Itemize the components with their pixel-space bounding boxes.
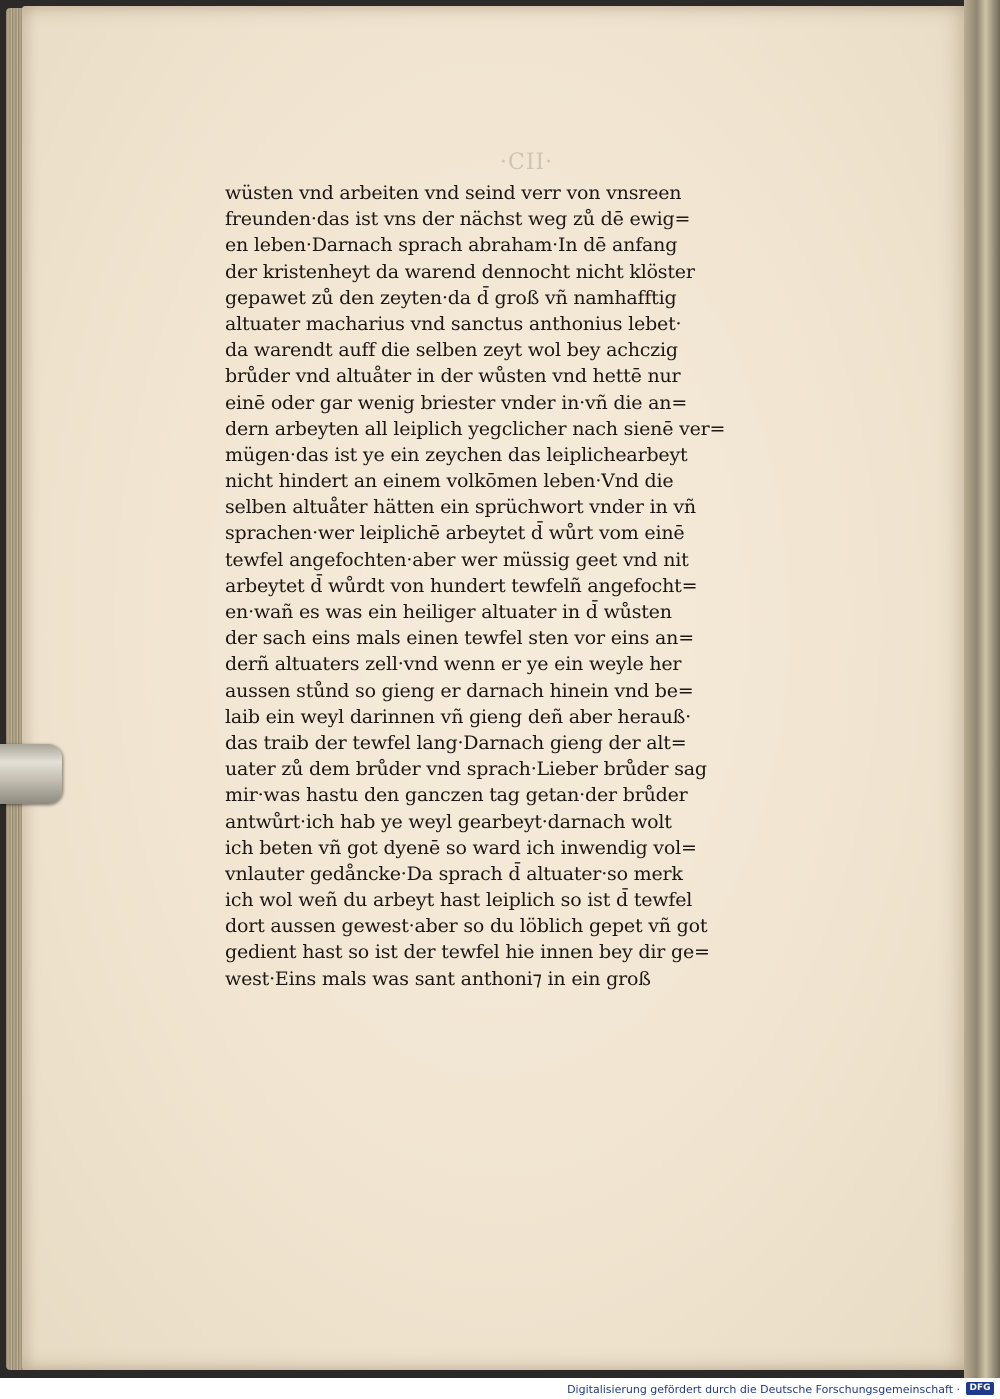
text-line: gedient hast so ist der tewfel hie innen bey dir ge=: [225, 941, 710, 964]
text-line: uater zů dem brůder vnd sprach·Lieber brůder sag: [225, 758, 707, 781]
text-block: [225, 180, 773, 992]
text-line: derñ altuaters zell·vnd wenn er ye ein weyle her: [225, 653, 682, 676]
dfg-logo: DFG: [966, 1382, 994, 1395]
text-line: altuater macharius vnd sanctus anthonius lebet·: [225, 312, 682, 335]
text-line: aussen stůnd so gieng er darnach hinein vnd be=: [225, 679, 694, 702]
text-line: wüsten vnd arbeiten vnd seind verr von vnsreen: [225, 182, 682, 204]
text-line: dort aussen gewest·aber so du löblich gepet vñ got: [225, 915, 708, 938]
text-line: sprachen·wer leiplichē arbeytet d̄ wůrt vom einē: [225, 522, 685, 545]
text-line: dern arbeyten all leiplich yegclicher nach sienē ver=: [225, 417, 726, 440]
folio-number: ·CII·: [500, 150, 554, 175]
text-line: selben altuåter hätten ein sprüchwort vnder in vñ: [225, 496, 696, 519]
text-line: mir·was hastu den ganczen tag getan·der brůder: [225, 784, 688, 807]
text-line: einē oder gar wenig briester vnder in·vñ die an=: [225, 391, 688, 414]
text-line: west·Eins mals was sant anthoni⁊ in ein groß: [225, 967, 651, 990]
page-clip: [0, 744, 62, 804]
text-line: tewfel angefochten·aber wer müssig geet vnd nit: [225, 548, 689, 571]
text-line: der sach eins mals einen tewfel sten vor eins an=: [225, 627, 694, 650]
text-line: nicht hindert an einem volkōmen leben·Vnd die: [225, 470, 674, 493]
text-line: der kristenheyt da warend dennocht nicht klöster: [225, 260, 695, 283]
book-binding: [964, 0, 1000, 1378]
text-line: ich wol weñ du arbeyt hast leiplich so ist d̄ tewfel: [225, 889, 693, 912]
text-line: arbeytet d̄ wůrdt von hundert tewfelñ angefocht=: [225, 574, 698, 597]
footer-credit: Digitalisierung gefördert durch die Deutsche Forschungsgemeinschaft ·: [567, 1383, 960, 1396]
text-line: laib ein weyl darinnen vñ gieng deñ aber herauß·: [225, 705, 692, 728]
text-line: vnlauter gedåncke·Da sprach d̄ altuater·so merk: [225, 862, 683, 885]
text-line: das traib der tewfel lang·Darnach gieng der alt=: [225, 731, 687, 754]
text-line: brůder vnd altuåter in der wůsten vnd hettē nur: [225, 365, 681, 388]
text-line: mügen·das ist ye ein zeychen das leiplichearbeyt: [225, 443, 688, 466]
text-line: ich beten vñ got dyenē so ward ich inwendig vol=: [225, 836, 697, 859]
text-line: en leben·Darnach sprach abraham·In dē anfang: [225, 234, 678, 257]
text-line: en·wañ es was ein heiliger altuater in d̄ wůsten: [225, 601, 672, 623]
text-line: da warendt auff die selben zeyt wol bey achczig: [225, 339, 678, 362]
text-line: antwůrt·ich hab ye weyl gearbeyt·darnach wolt: [225, 810, 672, 833]
text-line: freunden·das ist vns der nächst weg zů dē ewig=: [225, 208, 691, 231]
text-line: gepawet zů den zeyten·da d̄ groß vñ namhafftig: [225, 286, 677, 309]
